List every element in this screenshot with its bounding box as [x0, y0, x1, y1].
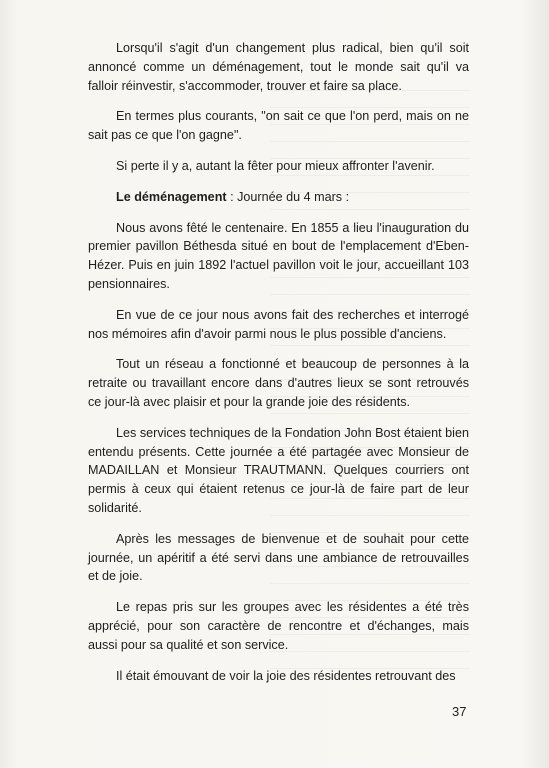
section-heading: [88, 188, 469, 207]
paragraph: Lorsqu'il s'agit d'un changement plus radical, bien qu'il soit annoncé comme un déménagement, tout le monde sait qu'il va falloir réinvestir, s'accommoder, trouver et faire sa place.: [88, 41, 469, 93]
page-number: 37: [452, 704, 467, 719]
paragraph: Après les messages de bienvenue et de souhait pour cette journée, un apéritif a été servi dans une ambiance de retrouvailles et de joie.: [88, 531, 469, 584]
paragraph: Les services techniques de la Fondation John Bost étaient bien entendu présents. Cette journée a été partagée avec Monsieur de MADAILLAN et Monsieur TRAUTMANN. Quelques courriers ont permis à ceux qui étaient retenus ce jour-là de faire part de leur solidarité.: [88, 425, 469, 515]
paragraph: En termes plus courants, "on sait ce que l'on perd, mais on ne sait pas ce que l'on gagne".: [88, 109, 469, 143]
section-heading-subtitle: : Journée du 4 mars :: [226, 189, 350, 204]
paragraph: Il était émouvant de voir la joie des résidentes retrouvant des: [116, 668, 456, 683]
paragraph: En vue de ce jour nous avons fait des recherches et interrogé nos mémoires afin d'avoir parmi nous le plus possible d'anciens.: [88, 307, 469, 341]
paragraph: Le repas pris sur les groupes avec les résidentes a été très apprécié, pour son caractère de rencontre et d'échanges, mais aussi pour sa qualité et son service.: [88, 600, 469, 652]
paragraph: Nous avons fêté le centenaire. En 1855 a lieu l'inauguration du premier pavillon Béthesda situé en bout de l'emplacement d'Eben-Hézer. Puis en juin 1892 l'actuel pavillon voit le jour, accueillant 103 pensionnaires.: [88, 220, 469, 291]
paragraph: Si perte il y a, autant la fêter pour mieux affronter l'avenir.: [116, 158, 435, 173]
body-text: [88, 39, 469, 695]
section-heading-title: Le déménagement: [116, 189, 227, 204]
paragraph: Tout un réseau a fonctionné et beaucoup de personnes à la retraite ou travaillant encore dans d'autres lieux se sont retrouvés ce jour-là avec plaisir et pour la grande joie des résidents.: [88, 357, 469, 409]
